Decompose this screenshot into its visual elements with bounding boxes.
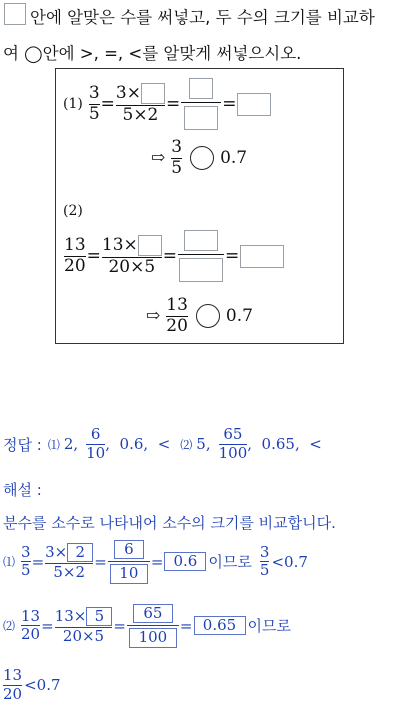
numerator: 6	[90, 425, 101, 443]
problem-1-row: (1) $\frac{3}{5}$ = $\frac{3\times}{5\times 2}$ = =	[63, 78, 271, 130]
answer-label: 정답 :	[3, 435, 42, 454]
numerator: 3	[171, 137, 183, 157]
problem-1-fraction-c	[181, 78, 221, 130]
denominator: 20	[64, 255, 86, 276]
answer-box[interactable]	[184, 106, 218, 130]
numerator-prefix: 3×	[115, 82, 141, 103]
filled-box: 2	[67, 543, 93, 562]
numerator: 13	[3, 666, 23, 684]
answer-box[interactable]	[237, 93, 271, 116]
numerator-prefix: 3×	[45, 542, 68, 561]
compare-result: <0.7	[271, 552, 308, 571]
explanation-row-2-result	[3, 668, 61, 703]
explanation-2-label: ⑵	[3, 619, 16, 634]
filled-box: 65	[133, 604, 173, 623]
answer-box[interactable]	[189, 78, 213, 99]
problem-1-compare-row	[151, 139, 247, 178]
denominator: 5×2	[122, 105, 159, 126]
problem-2-fraction-c	[178, 230, 224, 282]
problem-2-compare-row	[146, 297, 253, 336]
answer-box[interactable]	[138, 235, 162, 256]
answer-box[interactable]	[184, 230, 218, 251]
explanation-text: 분수를 소수로 나타내어 소수의 크기를 비교합니다.	[3, 514, 336, 532]
numerator-prefix: 13×	[54, 606, 87, 625]
explanation-1-label: ⑴	[3, 555, 16, 570]
numerator-prefix: 13×	[101, 234, 138, 255]
problem-2-row: $\frac{13}{20}$ = $\frac{13\times}{20\times 5}$ = =	[64, 230, 284, 282]
answer-2-rest: , 0.65, <	[247, 435, 322, 454]
denominator: 100	[218, 443, 248, 462]
arrow-icon: ⇨	[146, 306, 161, 327]
answer-1-label: ⑴	[47, 437, 60, 452]
compare-circle[interactable]	[190, 146, 214, 170]
filled-box: 0.65	[194, 616, 246, 635]
numerator: 65	[223, 425, 243, 443]
answer-line	[3, 427, 322, 462]
numerator: 13	[166, 295, 188, 315]
explanation-label: 해설 :	[3, 481, 42, 499]
filled-box: 0.6	[164, 552, 206, 571]
compare-result: <0.7	[24, 676, 61, 695]
denominator: 20	[21, 625, 41, 644]
filled-box: 10	[110, 564, 148, 583]
answer-box[interactable]	[240, 245, 284, 268]
arrow-icon: ⇨	[151, 148, 166, 169]
explanation-row-1: ⑴ $\frac{3}{5}$ = 3× 2 5×2 = $\frac{6}{10}$ = 0.6 이므로 $\frac{3}{5}$ <0.7	[3, 540, 308, 583]
answer-box[interactable]	[179, 258, 223, 282]
fraction	[21, 542, 31, 580]
problem-1-label: (1)	[63, 96, 83, 112]
answer-2-value: 5,	[196, 435, 211, 454]
denominator: 5	[259, 561, 270, 580]
problem-2-label: (2)	[63, 203, 83, 219]
fraction	[127, 604, 179, 648]
answer-2-fraction	[219, 427, 248, 462]
answer-2-label: ⑵	[180, 437, 193, 452]
problem-1-fraction-b	[116, 83, 165, 125]
answer-box[interactable]	[141, 83, 165, 104]
denominator: 5×2	[53, 563, 86, 581]
fraction	[45, 543, 93, 581]
compare-fraction	[166, 297, 188, 336]
denominator: 5	[171, 157, 183, 178]
numerator: 13	[21, 606, 41, 625]
numerator: 3	[88, 82, 100, 103]
question-line-1: 안에 알맞은 수를 써넣고, 두 수의 크기를 비교하	[30, 8, 375, 27]
suffix: 이므로	[208, 553, 252, 572]
problem-1-fraction-a	[88, 82, 100, 124]
blank-box-icon	[4, 3, 26, 25]
answer-1-fraction	[86, 427, 105, 462]
denominator: 5	[88, 103, 100, 124]
denominator: 20	[3, 684, 23, 703]
numerator: 3	[259, 542, 270, 561]
answer-1-value: 2,	[63, 435, 79, 454]
problem-2-fraction-a	[64, 234, 86, 276]
problem-2-fraction-b	[102, 235, 162, 277]
numerator: 3	[21, 542, 31, 561]
fraction	[55, 607, 113, 645]
filled-box: 6	[114, 540, 144, 559]
explanation-row-2: ⑵ $\frac{13}{20}$ = 13× 5 20×5 = $\frac{65}{100}$ = 0.65 이므로	[3, 604, 291, 647]
denominator: 5	[21, 561, 31, 580]
compare-fraction	[171, 139, 182, 178]
compare-value: 0.7	[220, 148, 248, 169]
denominator: 20×5	[62, 627, 105, 645]
numerator: 13	[64, 234, 86, 255]
compare-circle[interactable]	[196, 304, 220, 328]
compare-value: 0.7	[225, 306, 253, 327]
answer-1-rest: , 0.6, <	[105, 435, 171, 454]
denominator: 20×5	[108, 257, 156, 278]
fraction	[21, 606, 41, 644]
fraction	[259, 542, 270, 580]
filled-box: 100	[129, 628, 177, 647]
denominator: 20	[166, 315, 188, 336]
fraction	[108, 540, 150, 584]
fraction	[3, 668, 22, 703]
denominator: 10	[86, 443, 106, 462]
suffix: 이므로	[247, 617, 291, 636]
filled-box: 5	[86, 607, 112, 626]
question-line-2: 여 ◯안에 >, =, <를 알맞게 써넣으시오.	[3, 44, 302, 63]
